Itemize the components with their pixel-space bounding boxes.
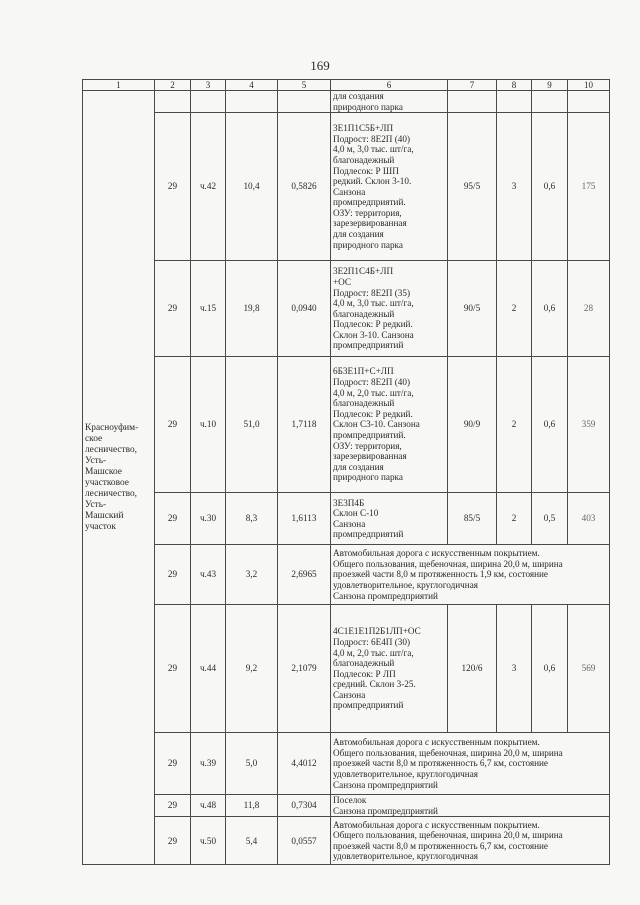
description-line: проезжей части 8,0 м протяженность 6,7 км, состояние [333, 758, 549, 769]
description-line: Подрост: 8Е2П (35) [333, 287, 411, 298]
cell-c4: 10,4 [226, 113, 278, 261]
cell-c4: 5,4 [226, 817, 278, 865]
description-line: 3Е1П1С5Б+ЛП [333, 123, 394, 134]
description-line: промпредприятий [333, 529, 404, 540]
cell-c5: 4,4012 [278, 733, 331, 795]
cell-c10: 175 [568, 113, 610, 261]
wide-description-cell [331, 733, 610, 795]
cell-c7: 90/5 [448, 261, 497, 357]
cell-c8: 2 [497, 261, 532, 357]
cell-c4: 19,8 [226, 261, 278, 357]
district-label-line: Машский [85, 510, 124, 521]
description-line: 3Е2П1С4Б+ЛП [333, 266, 394, 277]
cell-c5: 0,7304 [278, 795, 331, 817]
cell-c2: 29 [155, 493, 191, 545]
description-cell [331, 261, 448, 357]
cell-c9: 0,6 [532, 113, 568, 261]
header-row [83, 80, 610, 91]
description-line: Поселок [333, 795, 367, 806]
description-line: благонадежный [333, 658, 395, 669]
cell-c10: 403 [568, 493, 610, 545]
district-label-line: лесничество, [85, 488, 138, 499]
cell-c4: 11,8 [226, 795, 278, 817]
table-row [83, 261, 610, 357]
description-line: Подлесок: Р редкий. [333, 319, 413, 330]
cell-c3: ч.43 [191, 545, 226, 605]
cell-c7: 120/6 [448, 605, 497, 733]
cell-c2: 29 [155, 817, 191, 865]
header-cell: 10 [568, 80, 610, 91]
cell-c2 [155, 91, 191, 113]
description-line: Санзона [333, 518, 366, 529]
table-row [83, 357, 610, 493]
table-row [83, 605, 610, 733]
description-line: 4,0 м, 2,0 тыс. шт/га, [333, 647, 414, 658]
description-line: 4,0 м, 2,0 тыс. шт/га, [333, 387, 414, 398]
header-cell: 2 [155, 80, 191, 91]
description-line: Автомобильная дорога с искусственным покрытием. [333, 737, 540, 748]
table-row [83, 795, 610, 817]
description-line: удовлетворительное, круглогодичная [333, 579, 479, 590]
cell-c8: 2 [497, 357, 532, 493]
table-row [83, 817, 610, 865]
table-row [83, 91, 610, 113]
cell-c7 [448, 91, 497, 113]
wide-description-cell [331, 817, 610, 865]
cell-c5: 0,0940 [278, 261, 331, 357]
description-line: Общего пользования, щебеночная, ширина 20,0 м, ширина [333, 747, 563, 758]
description-line: Санзона [333, 186, 366, 197]
cell-c2: 29 [155, 733, 191, 795]
description-line: проезжей части 8,0 м протяженность 1,9 км, состояние [333, 569, 549, 580]
cell-c3: ч.10 [191, 357, 226, 493]
cell-c5: 1,7118 [278, 357, 331, 493]
description-line: Общего пользования, щебеночная, ширина 20,0 м, ширина [333, 558, 563, 569]
cell-c4: 8,3 [226, 493, 278, 545]
cell-c7: 90/9 [448, 357, 497, 493]
header-cell: 5 [278, 80, 331, 91]
description-line: Автомобильная дорога с искусственным покрытием. [333, 548, 540, 559]
description-line: благонадежный [333, 308, 395, 319]
cell-c9: 0,5 [532, 493, 568, 545]
table-row [83, 113, 610, 261]
cell-c2: 29 [155, 357, 191, 493]
description-cell [331, 357, 448, 493]
cell-c3: ч.39 [191, 733, 226, 795]
description-line: 4,0 м, 3,0 тыс. шт/га, [333, 298, 414, 309]
cell-c8: 2 [497, 493, 532, 545]
cell-c3: ч.48 [191, 795, 226, 817]
cell-c10: 28 [568, 261, 610, 357]
cell-c3: ч.15 [191, 261, 226, 357]
cell-c3: ч.44 [191, 605, 226, 733]
cell-c8: 3 [497, 605, 532, 733]
cell-c4 [226, 91, 278, 113]
cell-c9: 0,6 [532, 605, 568, 733]
description-line: Санзона [333, 689, 366, 700]
cell-c4: 5,0 [226, 733, 278, 795]
header-cell: 6 [331, 80, 448, 91]
district-label-line: Машское [85, 466, 122, 477]
description-line: Подлесок: Р ШП [333, 165, 399, 176]
description-line: Санзона промпредприятий [333, 779, 438, 790]
description-line: зарезервированная [333, 218, 407, 229]
header-cell: 9 [532, 80, 568, 91]
wide-description-cell [331, 795, 610, 817]
description-line: проезжей части 8,0 м протяженность 6,7 км, состояние [333, 840, 549, 851]
description-line: удовлетворительное, круглогодичная [333, 768, 479, 779]
cell-c10: 359 [568, 357, 610, 493]
description-line: промпредприятий. [333, 197, 406, 208]
description-line: ОЗУ: территория, [333, 207, 402, 218]
cell-c9: 0,6 [532, 357, 568, 493]
description-line: Склон С-10 [333, 508, 379, 519]
description-line: Подлесок: Р ЛП [333, 668, 396, 679]
description-line: удовлетворительное, круглогодичная [333, 851, 479, 862]
cell-c5: 0,5826 [278, 113, 331, 261]
cell-c2: 29 [155, 605, 191, 733]
cell-c5: 2,6965 [278, 545, 331, 605]
district-label-line: участковое [85, 477, 129, 488]
cell-c5: 2,1079 [278, 605, 331, 733]
cell-c3: ч.30 [191, 493, 226, 545]
description-line: природного парка [333, 472, 403, 483]
description-line: для создания [333, 91, 384, 101]
cell-c4: 3,2 [226, 545, 278, 605]
cell-c5: 0,0557 [278, 817, 331, 865]
district-label-line: лесничество, [85, 444, 138, 455]
description-line: средний. Склон 3-25. [333, 679, 416, 690]
header-cell: 8 [497, 80, 532, 91]
cell-c3 [191, 91, 226, 113]
description-cell [331, 605, 448, 733]
description-cell [331, 493, 448, 545]
description-line: Склон 3-10. Санзона [333, 329, 414, 340]
cell-c7: 85/5 [448, 493, 497, 545]
cell-c3: ч.42 [191, 113, 226, 261]
district-label-line: участок [85, 521, 116, 532]
description-line: промпредприятий. [333, 429, 406, 440]
table-row [83, 545, 610, 605]
header-cell: 4 [226, 80, 278, 91]
description-line: +ОС [333, 276, 352, 287]
description-line: 4,0 м, 3,0 тыс. шт/га, [333, 144, 414, 155]
forestry-district-label [83, 91, 155, 865]
wide-description-cell [331, 545, 610, 605]
cell-c9: 0,6 [532, 261, 568, 357]
district-label-line: ское [85, 433, 103, 444]
description-line: Подрост: 8Е2П (40) [333, 377, 411, 388]
cell-c2: 29 [155, 545, 191, 605]
cell-c10: 569 [568, 605, 610, 733]
description-line: промпредприятий [333, 700, 404, 711]
cell-c7: 95/5 [448, 113, 497, 261]
description-line: редкий. Склон 3-10. [333, 176, 412, 187]
description-line: для создания [333, 229, 384, 240]
cell-c2: 29 [155, 261, 191, 357]
description-line: Санзона промпредприятий [333, 590, 438, 601]
description-line: ОЗУ: территория, [333, 440, 402, 451]
cell-c4: 9,2 [226, 605, 278, 733]
cell-c2: 29 [155, 795, 191, 817]
description-line: благонадежный [333, 154, 395, 165]
description-line: благонадежный [333, 398, 395, 409]
table-row [83, 733, 610, 795]
description-line: промпредприятий [333, 340, 404, 351]
description-line: Склон С3-10. Санзона [333, 419, 420, 430]
district-label-line: Усть- [85, 499, 107, 510]
cell-c10 [568, 91, 610, 113]
header-cell: 1 [83, 80, 155, 91]
cell-c3: ч.50 [191, 817, 226, 865]
cell-c8: 3 [497, 113, 532, 261]
description-line: 6Б3Е1П+С+ЛП [333, 366, 394, 377]
description-line: 4С1Е1Е1П2Б1ЛП+ОС [333, 626, 421, 637]
header-cell: 7 [448, 80, 497, 91]
cell-c5 [278, 91, 331, 113]
description-line: природного парка [333, 239, 403, 250]
description-line: природного парка [333, 101, 403, 112]
description-line: 3Е3П4Б [333, 497, 365, 508]
description-line: для создания [333, 461, 384, 472]
forest-table [82, 79, 610, 865]
page-number: 169 [310, 58, 330, 73]
cell-c9 [532, 91, 568, 113]
description-line: зарезервированная [333, 451, 407, 462]
header-cell: 3 [191, 80, 226, 91]
cell-c2: 29 [155, 113, 191, 261]
description-line: Подрост: 6Е4П (30) [333, 636, 411, 647]
description-line: Подлесок: Р редкий. [333, 408, 413, 419]
description-line: Санзона промпредприятий [333, 805, 438, 816]
table-row [83, 493, 610, 545]
description-cell [331, 91, 448, 113]
description-line: Автомобильная дорога с искусственным покрытием. [333, 819, 540, 830]
district-label-line: Красноуфим- [85, 422, 139, 433]
description-cell [331, 113, 448, 261]
description-line: Общего пользования, щебеночная, ширина 20,0 м, ширина [333, 830, 563, 841]
district-label-line: Усть- [85, 455, 107, 466]
description-line: Подрост: 8Е2П (40) [333, 133, 411, 144]
cell-c8 [497, 91, 532, 113]
cell-c4: 51,0 [226, 357, 278, 493]
cell-c5: 1,6113 [278, 493, 331, 545]
